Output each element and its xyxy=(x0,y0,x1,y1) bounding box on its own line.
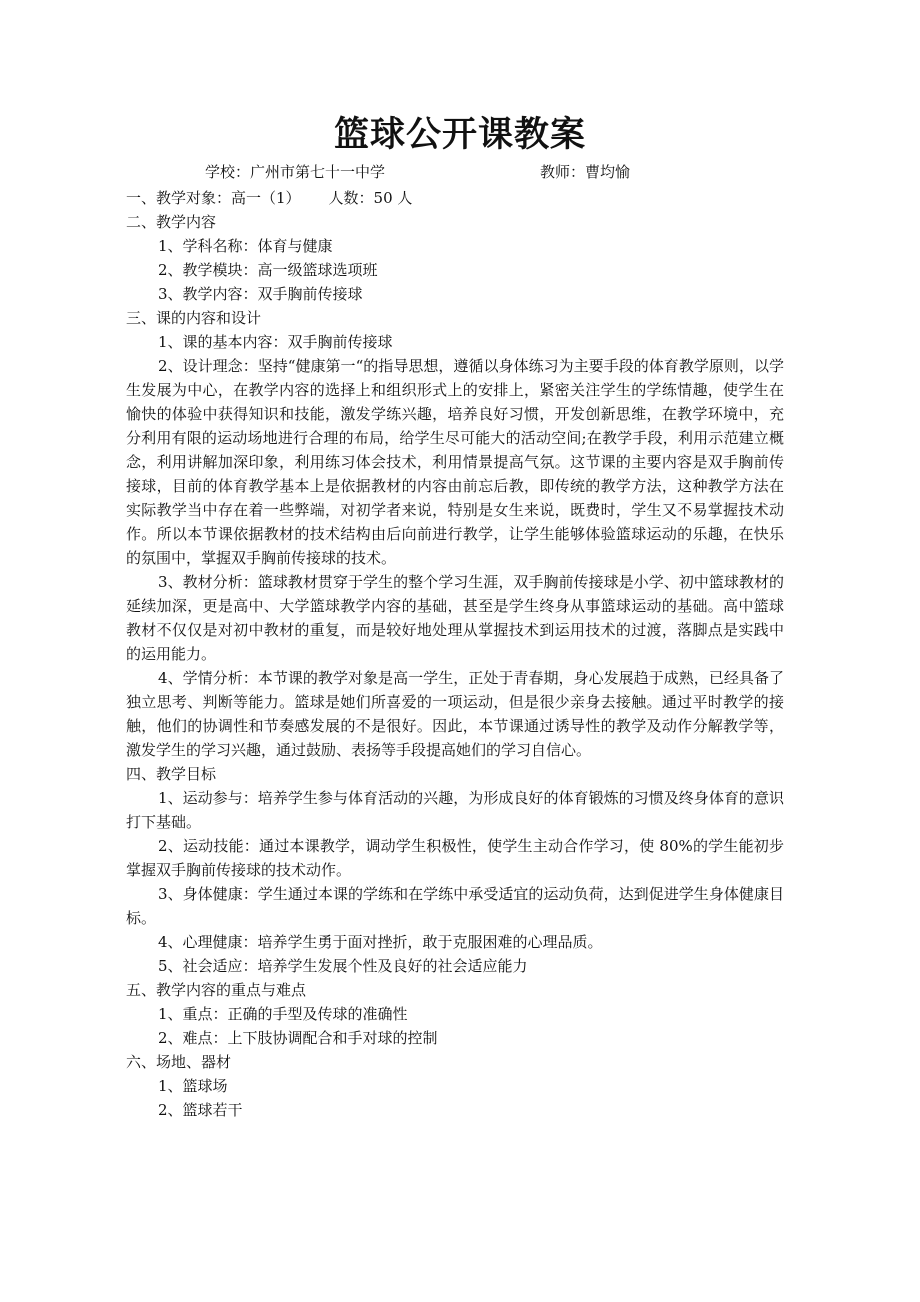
student-analysis-paragraph: 4、学情分析：本节课的教学对象是高一学生，正处于青春期，身心发展趋于成熟，已经具备了独立思考、判断等能力。篮球是她们所喜爱的一项运动，但是很少亲身去接触。通过平时教学的接触，他们的协调性和节奏感发展的不是很好。因此，本节课通过诱导性的教学及动作分解教学等，激发学生的学习兴趣，通过鼓励、表扬等手段提高她们的学习自信心。 xyxy=(126,669,784,759)
objective-paragraph: 2、运动技能：通过本课教学，调动学生积极性，使学生主动合作学习，使 80%的学生能初步掌握双手胸前传接球的技术动作。 xyxy=(126,837,784,879)
list-item: 2、教学模块：高一级篮球选项班 xyxy=(158,261,378,279)
section-2-heading: 二、教学内容 xyxy=(126,213,217,231)
material-analysis-paragraph: 3、教材分析：篮球教材贯穿于学生的整个学习生涯，双手胸前传接球是小学、初中篮球教材的延续加深，更是高中、大学篮球教学内容的基础，甚至是学生终身从事篮球运动的基础。高中篮球教材不仅仅是对初中教材的重复，而是较好地处理从掌握技术到运用技术的过渡，落脚点是实践中的运用能力。 xyxy=(126,573,784,663)
objective-paragraph: 1、运动参与：培养学生参与体育活动的兴趣，为形成良好的体育锻炼的习惯及终身体育的意识打下基础。 xyxy=(126,789,784,831)
teaching-target: 一、教学对象：高一（1） xyxy=(126,189,301,207)
list-item: 1、重点：正确的手型及传球的准确性 xyxy=(158,1005,408,1023)
section-3-heading: 三、课的内容和设计 xyxy=(126,309,262,327)
page-title: 篮球公开课教案 xyxy=(333,114,586,155)
objective-paragraph: 3、身体健康：学生通过本课的学练和在学练中承受适宜的运动负荷，达到促进学生身体健康目标。 xyxy=(126,885,784,927)
list-item: 2、篮球若干 xyxy=(158,1101,243,1119)
document-body xyxy=(126,186,784,1122)
design-concept-paragraph: 2、设计理念：坚持“健康第一“的指导思想，遵循以身体练习为主要手段的体育教学原则，以学生发展为中心，在教学内容的选择上和组织形式上的安排上，紧密关注学生的学练情趣，使学生在愉快的体验中获得知识和技能，激发学练兴趣，培养良好习惯，开发创新思维，在教学环境中，充分利用有限的运动场地进行合理的布局，给学生尽可能大的活动空间;在教学手段，利用示范建立概念，利用讲解加深印象，利用练习体会技术，利用情景提高气氛。这节课的主要内容是双手胸前传接球，目前的体育教学基本上是依据教材的内容由前忘后教，即传统的教学方法，这种教学方法在实际教学当中存在着一些弊端，对初学者来说，特别是女生来说，既费时，学生又不易掌握技术动作。所以本节课依据教材的技术结构由后向前进行教学，让学生能够体验篮球运动的乐趣，在快乐的氛围中，掌握双手胸前传接球的技术。 xyxy=(126,357,784,567)
list-item: 5、社会适应：培养学生发展个性及良好的社会适应能力 xyxy=(158,957,528,975)
list-item: 4、心理健康：培养学生勇于面对挫折，敢于克服困难的心理品质。 xyxy=(158,933,603,951)
list-item: 2、难点：上下肢协调配合和手对球的控制 xyxy=(158,1029,438,1047)
list-item: 1、课的基本内容：双手胸前传接球 xyxy=(158,333,393,351)
section-6-heading: 六、场地、器材 xyxy=(126,1053,232,1071)
section-1 xyxy=(126,186,784,210)
list-item: 3、教学内容：双手胸前传接球 xyxy=(158,285,363,303)
school-info: 学校：广州市第七十一中学 xyxy=(205,163,386,181)
header-info xyxy=(0,160,920,184)
list-item: 1、学科名称：体育与健康 xyxy=(158,237,333,255)
section-4-heading: 四、教学目标 xyxy=(126,765,217,783)
teacher-info: 教师：曹均愉 xyxy=(540,163,631,181)
list-item: 1、篮球场 xyxy=(158,1077,228,1095)
student-count: 人数：50 人 xyxy=(328,189,413,207)
section-5-heading: 五、教学内容的重点与难点 xyxy=(126,981,307,999)
